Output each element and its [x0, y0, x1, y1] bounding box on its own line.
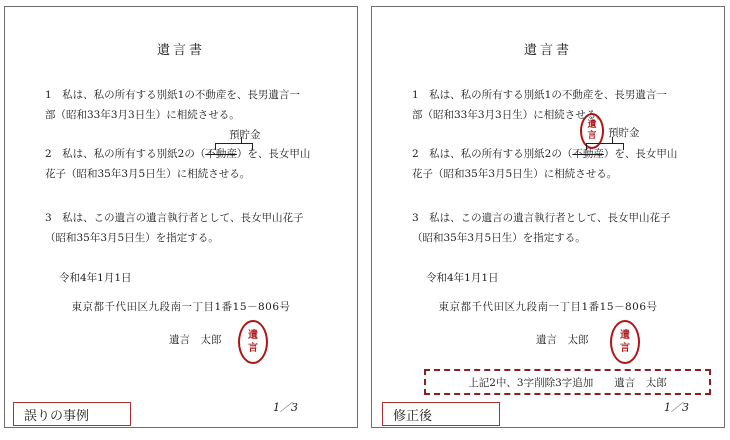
clause-1	[45, 85, 345, 125]
insertion-bracket-stem	[612, 137, 613, 144]
clause-1	[412, 85, 712, 125]
clause-3-line-1: 3 私は、この遺言の遺言執行者として、長女甲山花子	[412, 212, 671, 224]
signer-name: 遺言 太郎	[536, 334, 589, 346]
label-error-example: 誤りの事例	[13, 402, 131, 426]
page-number: 1／3	[273, 401, 298, 414]
clause-2-line-1	[412, 144, 712, 164]
address: 東京都千代田区九段南一丁目1番15－806号	[71, 301, 291, 313]
clause-3	[45, 208, 345, 248]
seal-char-1: 遺	[587, 120, 597, 130]
document-page-error-example	[4, 6, 358, 428]
clause-1-line-1: 1 私は、私の所有する別紙1の不動産を、長男遺言一	[45, 89, 300, 101]
insertion-text: 預貯金	[229, 129, 261, 141]
label-corrected: 修正後	[382, 402, 500, 426]
struck-text: 不動産	[572, 148, 604, 160]
seal-char-2: 言	[587, 131, 597, 141]
struck-text: 不動産	[205, 148, 237, 160]
clause-3	[412, 208, 712, 248]
seal-char-1: 遺	[248, 330, 258, 341]
clause-1-line-2: 部（昭和33年3月3日生）に相続させる。	[412, 109, 607, 121]
clause-3-line-2: （昭和35年3月5日生）を指定する。	[45, 232, 219, 244]
document-title: 遺言書	[523, 43, 572, 58]
seal-stamp	[610, 320, 640, 364]
correction-note: 上記2中、3字削除3字追加 遺言 太郎	[424, 369, 711, 395]
clause-2-line-1-before: 2 私は、私の所有する別紙2の（	[45, 148, 206, 160]
clause-2-line-1-after: ）を、長女甲山	[603, 148, 678, 160]
clause-2-line-1	[45, 144, 345, 164]
insertion-bracket-stem	[241, 137, 242, 144]
seal-char-2: 言	[620, 343, 630, 354]
clause-2	[412, 144, 712, 184]
clause-2	[45, 144, 345, 184]
clause-2-line-2: 花子（昭和35年3月5日生）に相続させる。	[45, 168, 251, 180]
document-date: 令和4年1月1日	[426, 272, 499, 284]
clause-3-line-1: 3 私は、この遺言の遺言執行者として、長女甲山花子	[45, 212, 304, 224]
insertion-text: 預貯金	[608, 127, 640, 139]
address: 東京都千代田区九段南一丁目1番15－806号	[438, 301, 658, 313]
clause-2-line-1-after: ）を、長女甲山	[236, 148, 311, 160]
signer-name: 遺言 太郎	[169, 334, 222, 346]
document-title: 遺言書	[156, 43, 205, 58]
seal-stamp	[238, 320, 268, 364]
clause-1-line-1: 1 私は、私の所有する別紙1の不動産を、長男遺言一	[412, 89, 667, 101]
clause-2-line-2: 花子（昭和35年3月5日生）に相続させる。	[412, 168, 618, 180]
document-page-corrected	[371, 6, 725, 428]
clause-3-line-2: （昭和35年3月5日生）を指定する。	[412, 232, 586, 244]
clause-1-line-2: 部（昭和33年3月3日生）に相続させる。	[45, 109, 240, 121]
clause-2-line-1-before: 2 私は、私の所有する別紙2の（	[412, 148, 573, 160]
seal-char-1: 遺	[620, 330, 630, 341]
page-number: 1／3	[664, 401, 689, 414]
document-date: 令和4年1月1日	[59, 272, 132, 284]
seal-char-2: 言	[248, 343, 258, 354]
